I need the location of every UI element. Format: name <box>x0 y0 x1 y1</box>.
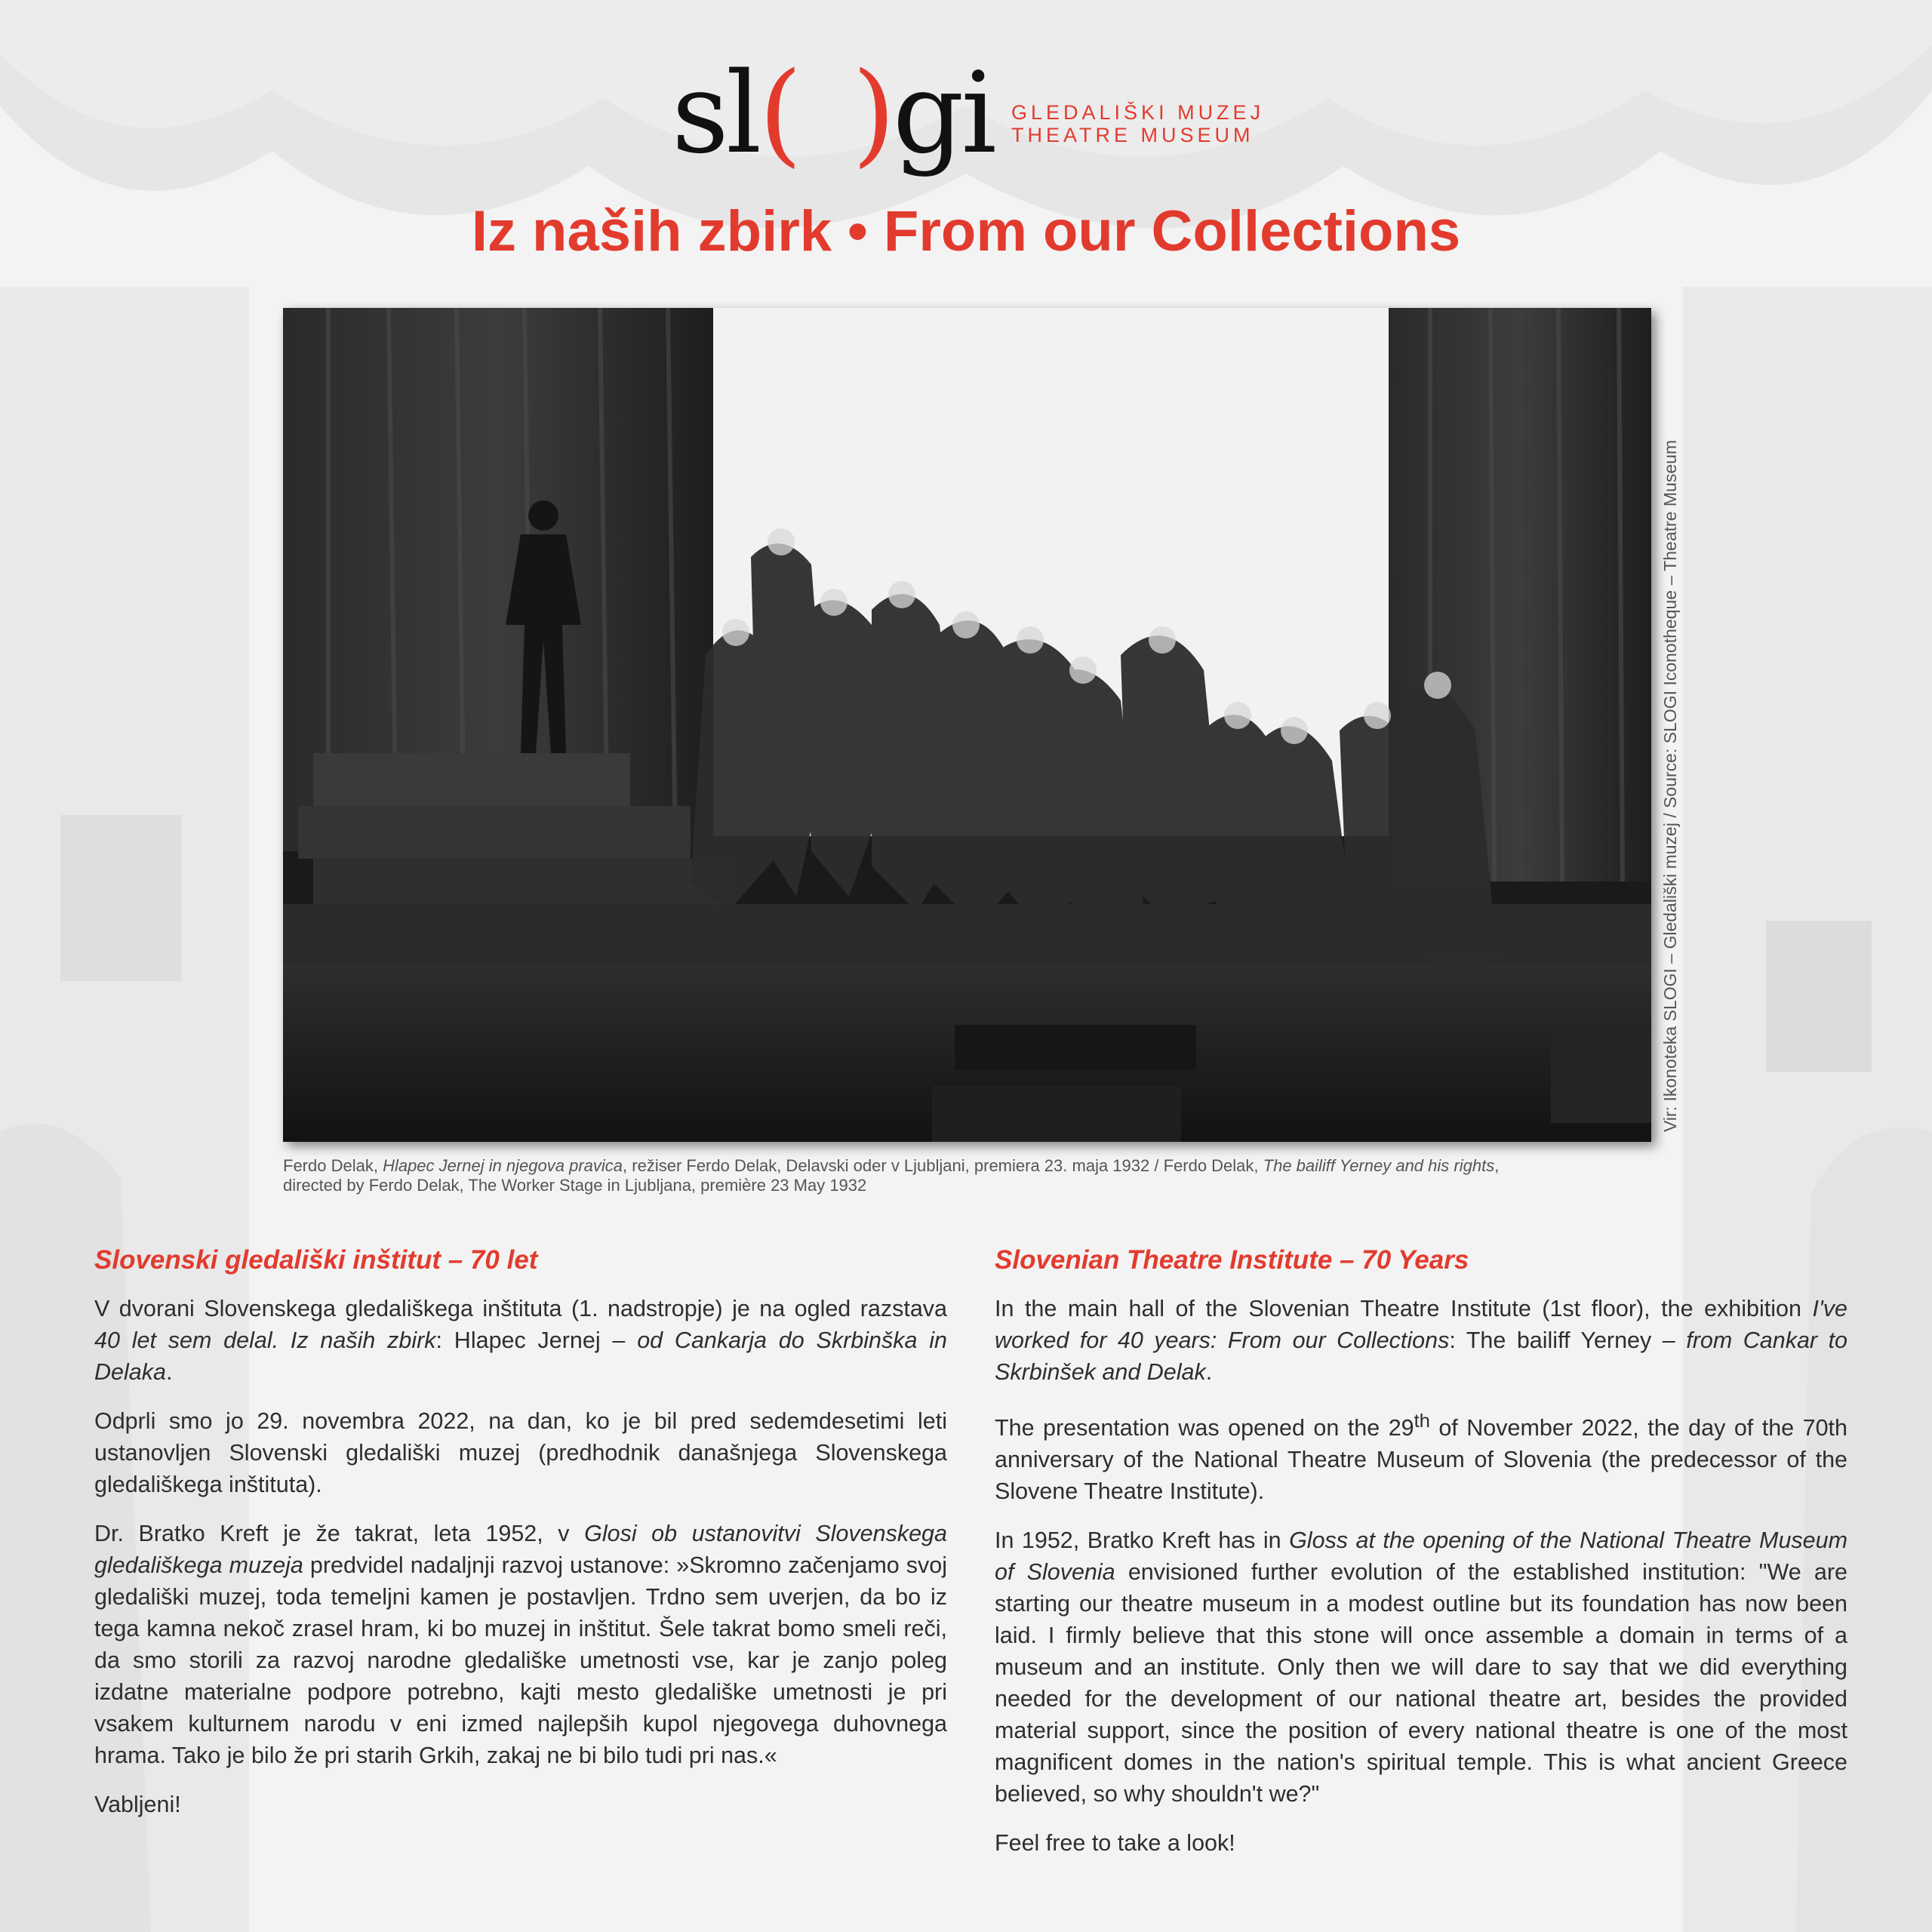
para-sl-1-e: . <box>165 1359 173 1385</box>
logo-gi: gi <box>892 48 994 178</box>
para-sl-4: Vabljeni! <box>94 1792 181 1817</box>
para-en-1-a: In the main hall of the Slovenian Theatre Institute (1st floor), the exhibition <box>995 1296 1813 1321</box>
para-en-2-sup: th <box>1414 1411 1430 1432</box>
logo-subtitle <box>1011 101 1264 146</box>
logo-paren-close: ) <box>852 48 893 178</box>
logo-subtitle-line1: GLEDALIŠKI MUZEJ <box>1011 101 1265 124</box>
logo-wordmark <box>672 48 994 178</box>
logo-sl: sl <box>672 48 759 178</box>
para-sl-2: Odprli smo jo 29. novembra 2022, na dan, ko je bil pred sedemdesetimi leti ustanovljen Slovenski gledališki muzej (predhodnik današnjega Slovenskega gledališkega inštituta). <box>94 1408 947 1497</box>
column-english <box>995 1241 1847 1876</box>
para-sl-1-c: : Hlapec Jernej – <box>435 1327 638 1353</box>
page-title: Iz naših zbirk • From our Collections <box>471 199 1461 263</box>
para-en-1-c: : The bailiff Yerney – <box>1449 1327 1687 1353</box>
para-sl-1 <box>94 1293 947 1388</box>
logo-paren-open: ( <box>758 48 800 178</box>
para-sl-1-d: od Cankarja do Skrbinška in Delaka <box>94 1327 947 1385</box>
logo-subtitle-line2: THEATRE MUSEUM <box>1011 124 1254 146</box>
para-sl-3-b: Glosi ob ustanovitvi Slovenskega gledališkega muzeja <box>94 1521 947 1578</box>
stage-photograph <box>283 308 1651 1142</box>
para-sl-3-c: predvidel nadaljnji razvoj ustanove: »Skromno začenjamo svoj gledališki muzej, toda temeljni kamen je postavljen. Trdno sem uverjen, da bo iz tega kamna nekoč zrasel hram, ki bo muzej in inštitut. Šele takrat bomo smeli reči, da smo storili za razvoj narodne gledališke umetnosti vse, kar je zanjo poleg izdatne materialne podpore potrebno, kajti mesto gledališke umetnosti je pri vsakem kulturnem narodu v eni izmed najlepših kupol njegovega duhovnega hrama. Tako je bilo že pri starih Grkih, zakaj ne bi bilo tudi pri nas.« <box>94 1552 947 1768</box>
para-sl-1-b: 40 let sem delal. Iz naših zbirk <box>94 1327 436 1353</box>
caption-text-2: , režiser Ferdo Delak, Delavski oder v Ljubljani, premiera 23. maja 1932 / Ferdo Delak, <box>623 1156 1263 1175</box>
caption-line1 <box>283 1156 1657 1176</box>
para-en-1-b: I've worked for 40 years: From our Collections <box>995 1296 1847 1353</box>
para-en-3-b: Gloss at the opening of the National Theatre Museum of Slovenia <box>995 1527 1848 1586</box>
heading-english: Slovenian Theatre Institute – 70 Years <box>995 1245 1469 1275</box>
photo-caption <box>283 1156 1657 1195</box>
caption-text-1: Ferdo Delak, <box>283 1156 383 1175</box>
caption-italic-2: The bailiff Yerney and his rights <box>1263 1156 1495 1175</box>
para-en-3-c: envisioned further evolution of the established institution: "We are starting our theatre museum in a modest outline but its foundation has now been laid. I firmly believe that this stone will once assemble a domain in terms of a museum and an institute. Only then we will dare to say that we did everything needed for the development of our national theatre art, besides the provided material support, since the position of every national theatre is one of the most magnificent domes in the nation's spiritual temple. This is what ancient Greece believed, so why shouldn't we?" <box>995 1559 1847 1807</box>
para-en-2-a: The presentation was opened on the 29 <box>995 1415 1414 1441</box>
heading-slovenian: Slovenski gledališki inštitut – 70 let <box>94 1245 538 1275</box>
para-en-3-a: In 1952, Bratko Kreft has in <box>995 1527 1290 1554</box>
sl-ogi-logo <box>672 48 1275 178</box>
para-en-1 <box>995 1293 1847 1388</box>
para-en-2-b: of November 2022, the day of the 70th anniversary of the National Theatre Museum of Slovenia (the predecessor of the Slovene Theatre Institute). <box>995 1415 1847 1505</box>
para-en-3 <box>995 1524 1847 1810</box>
para-sl-1-a: V dvorani Slovenskega gledališkega inštituta (1. nadstropje) je na ogled razstava <box>94 1296 947 1321</box>
caption-line2: directed by Ferdo Delak, The Worker Stage in Ljubljana, première 23 May 1932 <box>283 1176 867 1195</box>
caption-text-3: , <box>1494 1156 1500 1175</box>
caption-italic-1: Hlapec Jernej in njegova pravica <box>383 1156 623 1175</box>
para-sl-3-a: Dr. Bratko Kreft je že takrat, leta 1952, v <box>94 1521 585 1546</box>
para-sl-3 <box>94 1518 947 1771</box>
column-slovenian <box>94 1241 947 1838</box>
photo-credit: Vir: Ikonoteka SLOGI – Gledališki muzej / Source: SLOGI Iconotheque – Theatre Museum <box>1660 439 1680 1132</box>
para-en-2 <box>995 1405 1847 1507</box>
para-en-1-d: from Cankar to Skrbinšek and Delak <box>995 1327 1848 1385</box>
para-en-1-e: . <box>1205 1359 1213 1385</box>
para-en-4: Feel free to take a look! <box>995 1830 1235 1857</box>
